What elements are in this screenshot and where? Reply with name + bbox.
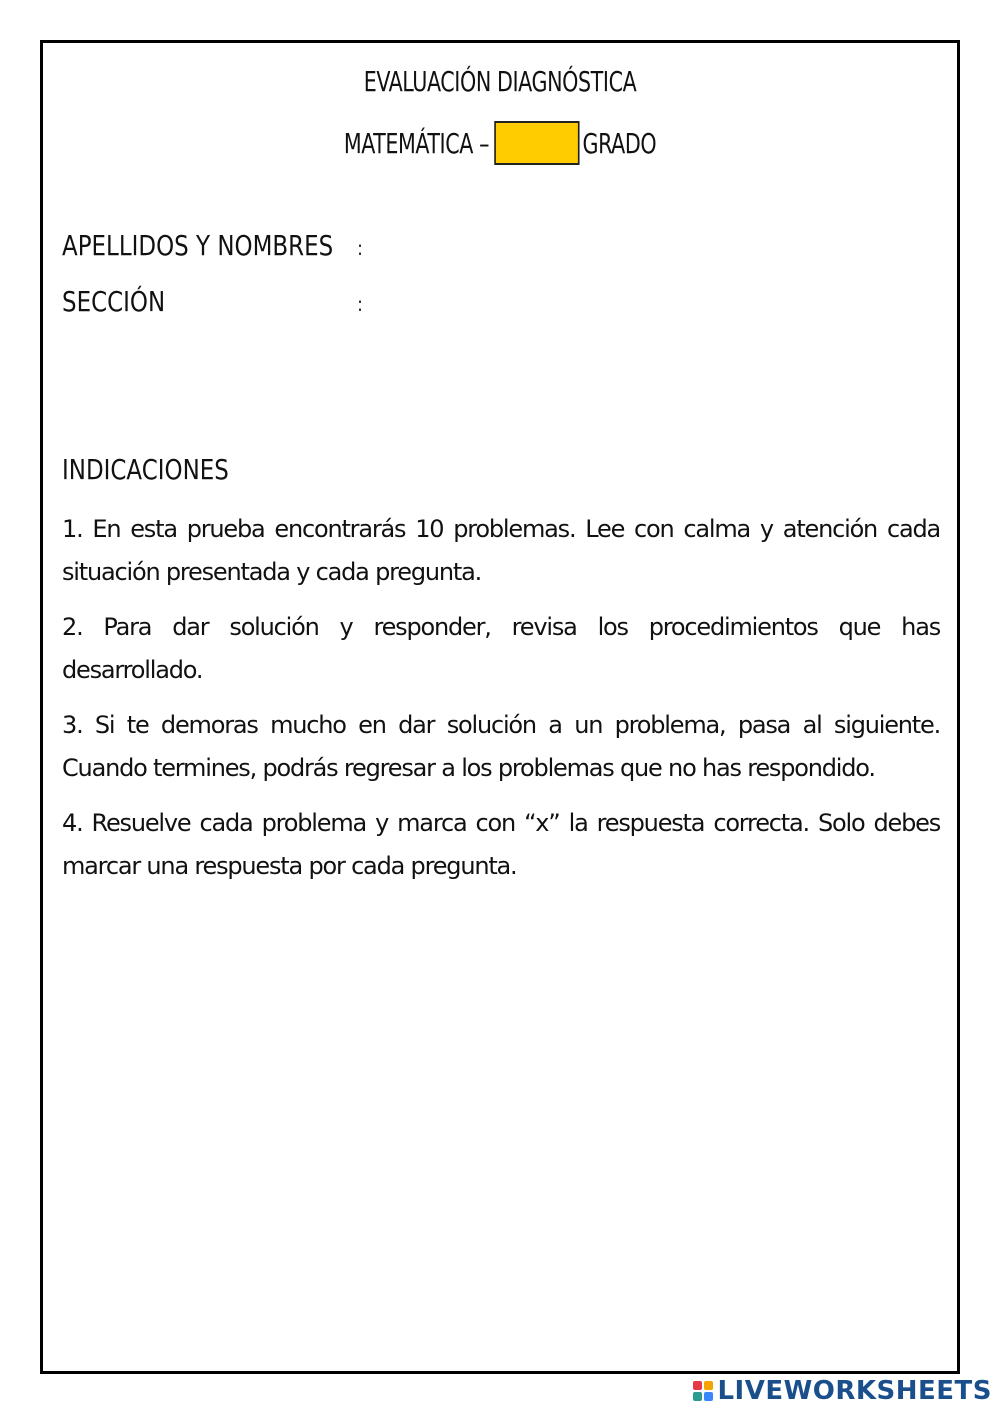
apellidos-colon: : [357, 236, 363, 260]
instruction-item-3: 3. Si te demoras mucho en dar solución a un problema, pasa al siguiente. Cuando termines, podrás regresar a los problemas que no has respondido. [62, 711, 940, 782]
subject-label: MATEMÁTICA – [343, 126, 490, 160]
instruction-item-1: 1. En esta prueba encontrarás 10 problemas. Lee con calma y atención cada situación presentada y cada pregunta. [62, 515, 940, 586]
subject-line [125, 121, 874, 165]
seccion-label: SECCIÓN [62, 285, 166, 318]
seccion-row [62, 285, 363, 318]
apellidos-label: APELLIDOS Y NOMBRES [62, 229, 334, 262]
apellidos-row [62, 229, 363, 262]
logo-square-teal [693, 1392, 702, 1401]
instructions-title: INDICACIONES [62, 453, 229, 486]
instructions-list [62, 508, 940, 900]
liveworksheets-brand[interactable] [693, 1373, 992, 1409]
logo-square-red [693, 1381, 702, 1390]
instruction-item-4: 4. Resuelve cada problema y marca con “x” la respuesta correcta. Solo debes marcar una respuesta por cada pregunta. [62, 809, 940, 880]
logo-square-orange [704, 1381, 713, 1390]
brand-name: LIVEWORKSHEETS [717, 1376, 992, 1406]
liveworksheets-logo-icon [693, 1381, 713, 1401]
seccion-colon: : [357, 292, 363, 316]
logo-square-blue [704, 1392, 713, 1401]
grade-label: GRADO [582, 126, 657, 160]
worksheet-frame [40, 40, 960, 1374]
instruction-item-2: 2. Para dar solución y responder, revisa los procedimientos que has desarrollado. [62, 613, 940, 684]
grade-input[interactable] [494, 121, 579, 165]
page-title: EVALUACIÓN DIAGNÓSTICA [363, 65, 637, 98]
